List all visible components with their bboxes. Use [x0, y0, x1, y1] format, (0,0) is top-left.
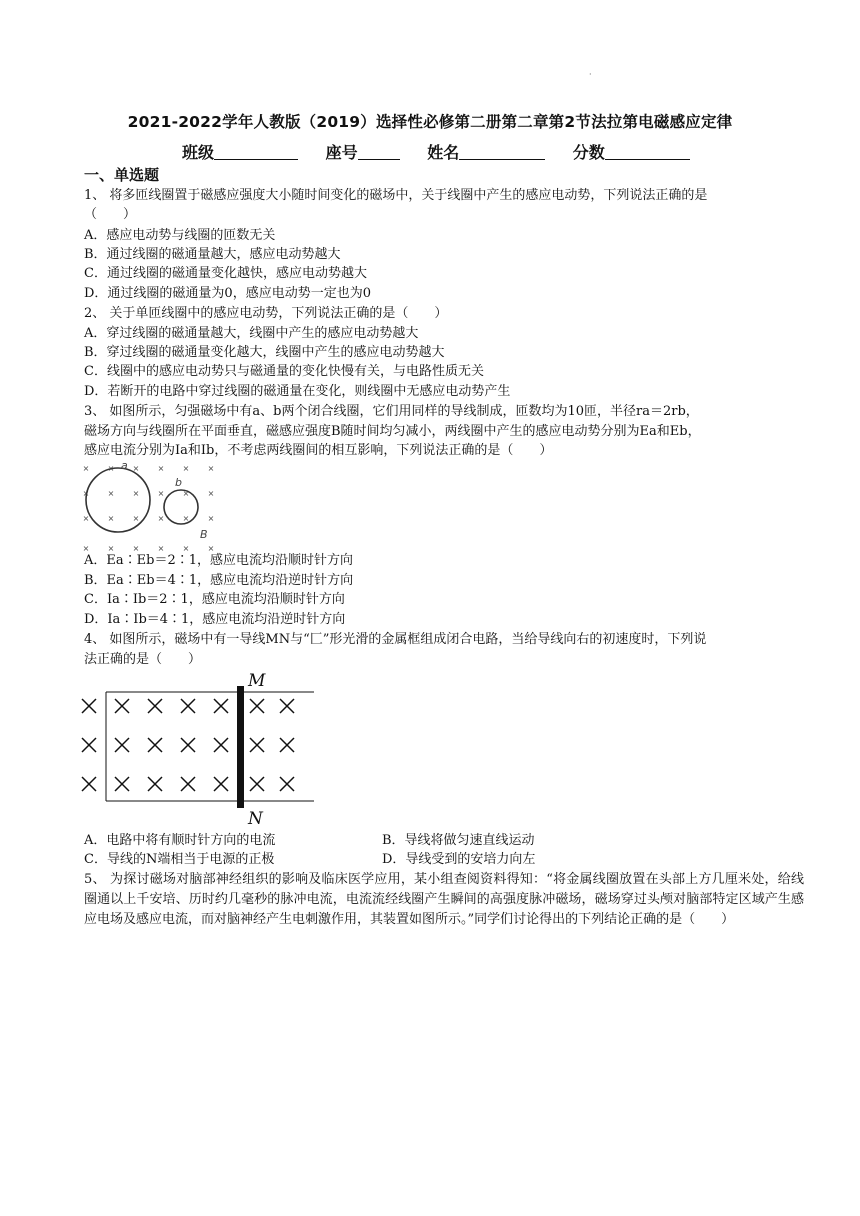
field-cross-mark — [115, 699, 129, 713]
q3-option-c: C．Ia∶Ib＝2∶1，感应电流均沿顺时针方向 — [84, 592, 345, 607]
field-cross-mark — [82, 777, 96, 791]
q3-option-d: D．Ia∶Ib＝4∶1，感应电流均沿逆时针方向 — [84, 612, 346, 627]
field-cross-mark: × — [207, 489, 215, 498]
field-cross-mark — [250, 777, 264, 791]
field-class: 班级 — [182, 140, 298, 163]
coil-b-label: b — [175, 476, 182, 489]
field-cross-mark: × — [82, 464, 90, 473]
coil-a-label: a — [121, 459, 128, 472]
field-cross-mark — [148, 738, 162, 752]
q1-option-c: C．通过线圈的磁通量变化越快，感应电动势越大 — [84, 266, 367, 281]
field-cross-mark — [181, 699, 195, 713]
field-cross-mark: × — [157, 489, 165, 498]
field-cross-mark: × — [182, 489, 190, 498]
q1-option-d: D．通过线圈的磁通量为0，感应电动势一定也为0 — [84, 286, 371, 301]
field-cross-mark: × — [107, 464, 115, 473]
q2-option-d: D．若断开的电路中穿过线圈的磁通量在变化，则线圈中无感应电动势产生 — [84, 384, 511, 399]
field-cross-mark — [148, 777, 162, 791]
field-cross-mark — [148, 699, 162, 713]
q2-option-a: A．穿过线圈的磁通量越大，线圈中产生的感应电动势越大 — [84, 326, 419, 341]
field-cross-mark — [280, 738, 294, 752]
q3-stem-line-3: 感应电流分别为Ia和Ib，不考虑两线圈间的相互影响，下列说法正确的是（ ） — [84, 443, 553, 458]
field-cross-mark: × — [157, 514, 165, 523]
field-cross-mark: × — [107, 514, 115, 523]
q1-option-a: A．感应电动势与线圈的匝数无关 — [84, 228, 276, 243]
q1-option-b: B．通过线圈的磁通量越大，感应电动势越大 — [84, 247, 341, 262]
q1-stem-line-1: 1、 将多匝线圈置于磁感应强度大小随时间变化的磁场中，关于线圈中产生的感应电动势，下列说法正确的是 — [84, 188, 708, 203]
field-cross-mark: × — [132, 489, 140, 498]
field-cross-mark — [82, 738, 96, 752]
field-cross-mark: × — [157, 544, 165, 553]
field-cross-mark: × — [82, 514, 90, 523]
field-cross-mark — [115, 738, 129, 752]
student-info-fields — [182, 140, 712, 163]
field-cross-mark: × — [132, 464, 140, 473]
field-cross-mark — [214, 699, 228, 713]
page-dot: · — [589, 70, 592, 79]
field-b-label: B — [200, 528, 208, 541]
q4-figure-rail-and-rod — [76, 668, 316, 828]
q3-option-a: A．Ea∶Eb＝2∶1，感应电流均沿顺时针方向 — [84, 553, 353, 568]
q4-option-d: D．导线受到的安培力向左 — [382, 852, 536, 867]
q1-stem-line-2: （ ） — [84, 207, 137, 222]
field-cross-mark — [82, 699, 96, 713]
field-cross-mark: × — [182, 514, 190, 523]
q3-stem-line-2: 磁场方向与线圈所在平面垂直，磁感应强度B随时间均匀减小，两线圈中产生的感应电动势分别为Ea和Eb， — [84, 424, 701, 439]
field-cross-mark: × — [132, 544, 140, 553]
page-title: 2021-2022学年人教版（2019）选择性必修第二册第二章第2节法拉第电磁感应定律 — [127, 113, 733, 131]
field-cross-mark: × — [207, 544, 215, 553]
field-cross-mark — [280, 699, 294, 713]
field-cross-mark — [181, 777, 195, 791]
q2-stem: 2、 关于单匝线圈中的感应电动势，下列说法正确的是（ ） — [84, 306, 448, 321]
field-cross-mark: × — [82, 489, 90, 498]
field-cross-mark — [115, 777, 129, 791]
field-cross-mark — [250, 738, 264, 752]
q4-stem-line-2: 法正确的是（ ） — [84, 652, 202, 667]
q4-option-b: B．导线将做匀速直线运动 — [382, 833, 535, 848]
field-name: 姓名 — [427, 140, 545, 163]
rod-mn — [237, 686, 244, 808]
q3-figure-magnetic-field-coils — [78, 458, 223, 554]
rod-label-n: N — [248, 809, 263, 828]
q5-stem: 5、 为探讨磁场对脑部神经组织的影响及临床医学应用，某小组查阅资料得知：“将金属线圈放置在头部上方几厘米处，给线圈通以上千安培、历时约几毫秒的脉冲电流，电流流经线圈产生瞬间的高强度脉冲磁场，磁场穿过头颅对脑部特定区域产生感应电场及感应电流，而对脑神经产生电刺激作用，其装置如图所示。”同学们讨论得出的下列结论正确的是（ ） — [84, 872, 804, 927]
field-score: 分数 — [573, 140, 690, 163]
field-cross-mark — [214, 777, 228, 791]
rod-label-m: M — [248, 671, 266, 691]
field-cross-mark: × — [107, 489, 115, 498]
field-cross-mark: × — [107, 544, 115, 553]
q2-option-c: C．线圈中的感应电动势只与磁通量的变化快慢有关，与电路性质无关 — [84, 364, 484, 379]
q4-option-c: C．导线的N端相当于电源的正极 — [84, 852, 275, 867]
field-cross-mark — [214, 738, 228, 752]
q3-stem-line-1: 3、 如图所示，匀强磁场中有a、b两个闭合线圈，它们用同样的导线制成，匝数均为10匝，半径ra＝2rb， — [84, 404, 699, 419]
field-cross-mark: × — [132, 514, 140, 523]
field-cross-mark: × — [182, 464, 190, 473]
q4-option-a: A．电路中将有顺时针方向的电流 — [84, 833, 276, 848]
field-cross-mark: × — [182, 544, 190, 553]
coil-a — [86, 468, 150, 532]
coil-b — [164, 490, 198, 524]
q2-option-b: B．穿过线圈的磁通量变化越大，线圈中产生的感应电动势越大 — [84, 345, 445, 360]
q4-stem-line-1: 4、 如图所示，磁场中有一导线MN与“匚”形光滑的金属框组成闭合电路，当给导线向右的初速度时，下列说 — [84, 632, 707, 647]
q3-option-b: B．Ea∶Eb＝4∶1，感应电流均沿逆时针方向 — [84, 573, 354, 588]
field-cross-mark — [181, 738, 195, 752]
field-cross-mark: × — [82, 544, 90, 553]
field-cross-mark: × — [207, 514, 215, 523]
field-cross-mark — [250, 699, 264, 713]
field-cross-mark: × — [157, 464, 165, 473]
field-seat: 座号 — [326, 140, 400, 163]
field-cross-mark — [280, 777, 294, 791]
section-heading: 一、单选题 — [84, 166, 160, 184]
field-cross-mark: × — [207, 464, 215, 473]
